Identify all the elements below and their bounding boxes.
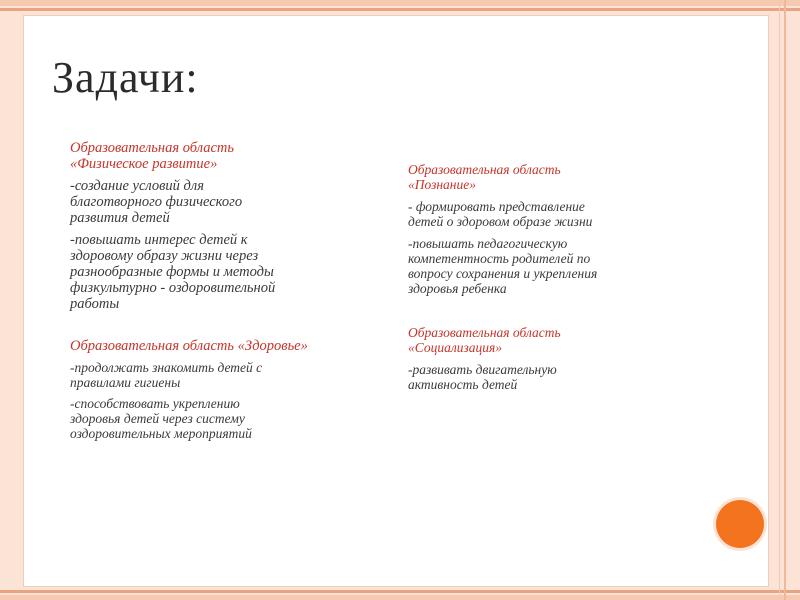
bullet-item <box>42 396 362 441</box>
bullet-item <box>380 162 680 192</box>
bullet-text: -создание условий для благотворного физического развития детей <box>70 178 243 226</box>
right-column <box>380 140 680 399</box>
slide <box>24 16 768 586</box>
bullet-item <box>42 140 362 172</box>
bullet-item <box>380 362 680 392</box>
top-border-band <box>0 0 800 6</box>
bullet-text: Образовательная область «Социализация» <box>408 325 561 355</box>
right-border-line <box>784 0 786 600</box>
bullet-item <box>380 199 680 229</box>
bullet-text: -способствовать укреплению здоровья детей через систему оздоровительных мероприятий <box>70 396 252 441</box>
top-border-line <box>0 8 800 11</box>
bullet-text: Образовательная область «Здоровье» <box>70 338 308 354</box>
bullet-text: -развивать двигательную активность детей <box>408 362 557 392</box>
bullet-text: -повышать педагогическую компетентность родителей по вопросу сохранения и укрепления здоровья ребенка <box>408 236 598 296</box>
decorative-orange-circle <box>716 500 764 548</box>
bullet-text: - формировать представление детей о здоровом образе жизни <box>408 199 593 229</box>
bullet-item <box>42 178 362 226</box>
bullet-item <box>42 360 362 390</box>
left-column <box>42 140 362 447</box>
bullet-text: -повышать интерес детей к здоровому образу жизни через разнообразные формы и методы физкультурно - оздоровительной работы <box>70 232 276 312</box>
bullet-text: Образовательная область «Физическое развитие» <box>70 140 234 172</box>
bullet-item <box>380 325 680 355</box>
bullet-item <box>42 338 362 354</box>
bullet-item <box>380 303 680 318</box>
right-border-line-inner <box>779 0 780 600</box>
bullet-item <box>42 318 362 332</box>
bullet-item <box>380 236 680 296</box>
bullet-item <box>380 140 680 155</box>
slide-title: Задачи: <box>52 53 199 102</box>
bottom-border-line <box>0 590 800 593</box>
bottom-border-band <box>0 595 800 600</box>
bullet-text: Образовательная область «Познание» <box>408 162 561 192</box>
bullet-text: -продолжать знакомить детей с правилами гигиены <box>70 360 263 390</box>
bullet-item <box>42 232 362 312</box>
